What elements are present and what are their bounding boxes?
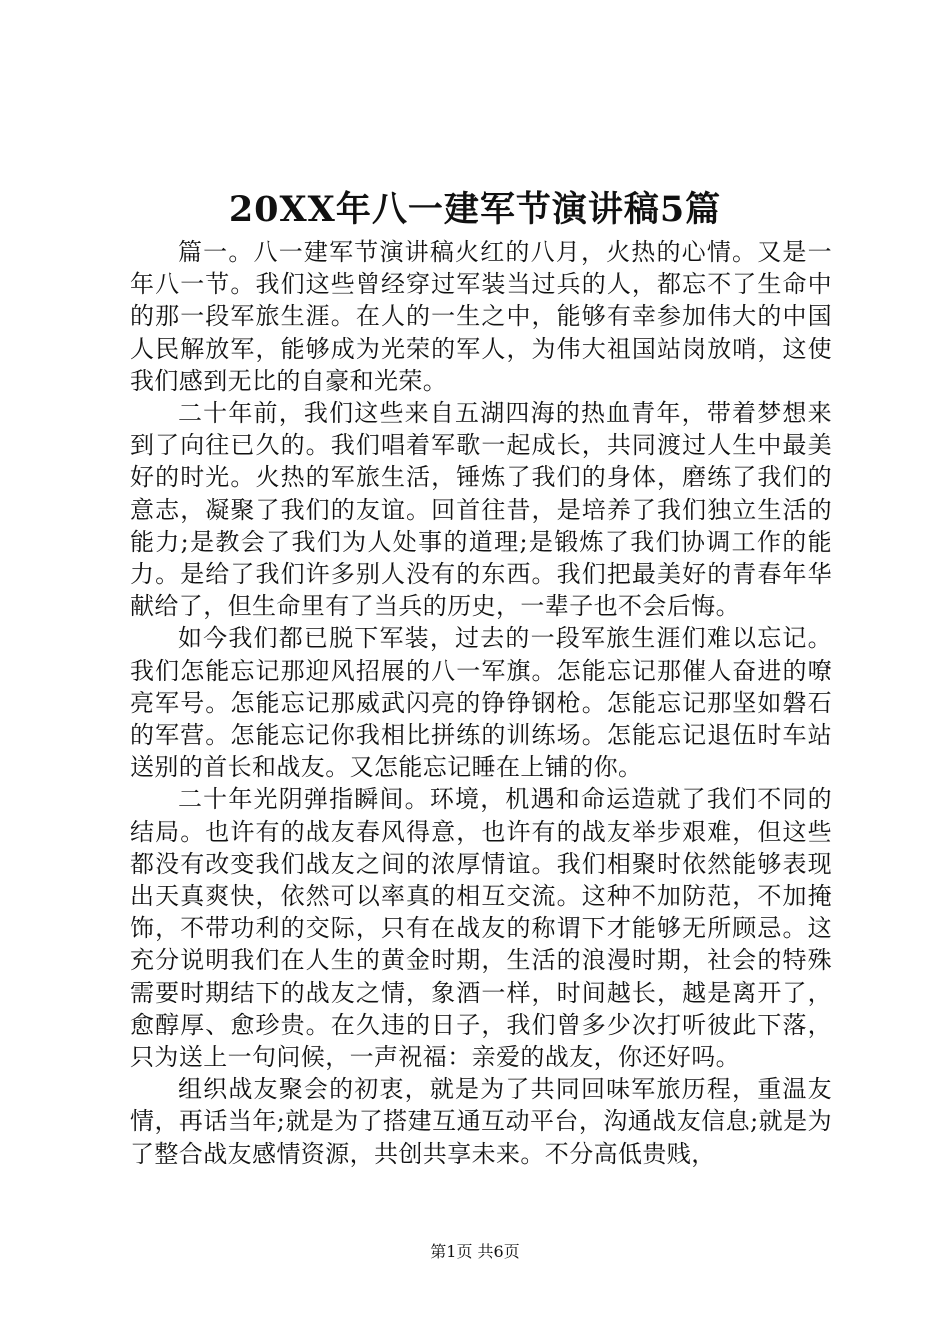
paragraph-3: 如今我们都已脱下军装，过去的一段军旅生涯们难以忘记。我们怎能忘记那迎风招展的八一军旗。怎能忘记那催人奋进的嘹亮军号。怎能忘记那威武闪亮的铮铮钢枪。怎能忘记那坚如磐石的军营。怎能忘记你我相比拼练的训练场。怎能忘记退伍时车站送别的首长和战友。又怎能忘记睡在上铺的你。: [130, 624, 832, 782]
paragraph-2: 二十年前，我们这些来自五湖四海的热血青年，带着梦想来到了向往已久的。我们唱着军歌一起成长，共同渡过人生中最美好的时光。火热的军旅生活，锤炼了我们的身体，磨练了我们的意志，凝聚了我们的友谊。回首往昔，是培养了我们独立生活的能力;是教会了我们为人处事的道理;是锻炼了我们协调工作的能力。是给了我们许多别人没有的东西。我们把最美好的青春年华献给了，但生命里有了当兵的历史，一辈子也不会后悔。: [130, 399, 832, 621]
document-body: [130, 236, 832, 1170]
paragraph-1: 篇一。八一建军节演讲稿火红的八月，火热的心情。又是一年八一节。我们这些曾经穿过军装当过兵的人，都忘不了生命中的那一段军旅生涯。在人的一生之中，能够有幸参加伟大的中国人民解放军，能够成为光荣的军人，为伟大祖国站岗放哨，这使我们感到无比的自豪和光荣。: [130, 238, 832, 395]
page-footer: 第1页 共6页: [430, 1242, 520, 1261]
paragraph-5: 组织战友聚会的初衷，就是为了共同回味军旅历程，重温友情，再话当年;就是为了搭建互通互动平台，沟通战友信息;就是为了整合战友感情资源，共创共享未来。不分高低贵贱，: [130, 1075, 832, 1168]
paragraph-4: 二十年光阴弹指瞬间。环境，机遇和命运造就了我们不同的结局。也许有的战友春风得意，也许有的战友举步艰难，但这些都没有改变我们战友之间的浓厚情谊。我们相聚时依然能够表现出天真爽快，依然可以率真的相互交流。这种不加防范，不加掩饰，不带功利的交际，只有在战友的称谓下才能够无所顾忌。这充分说明我们在人生的黄金时期，生活的浪漫时期，社会的特殊需要时期结下的战友之情，象酒一样，时间越长，越是离开了，愈醇厚、愈珍贵。在久违的日子，我们曾多少次打听彼此下落，只为送上一句问候，一声祝福：亲爱的战友，你还好吗。: [130, 785, 832, 1072]
page-title: 20XX年八一建军节演讲稿5篇: [228, 189, 722, 230]
